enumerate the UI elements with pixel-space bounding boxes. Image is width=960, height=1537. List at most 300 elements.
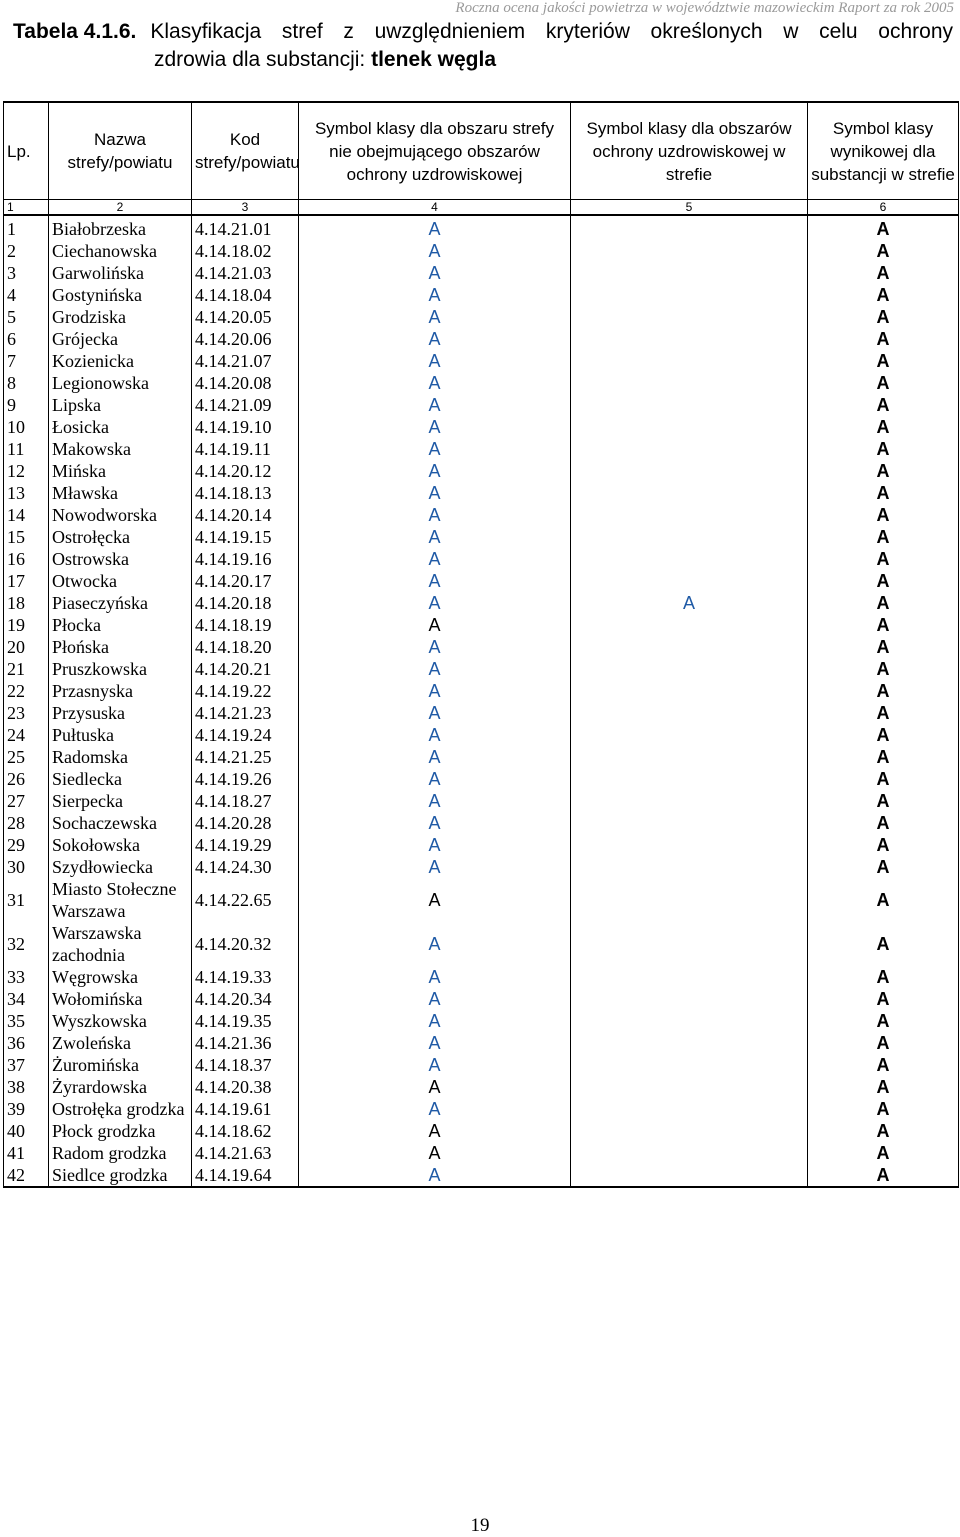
- row-code: 4.14.21.03: [192, 262, 299, 284]
- row-class-spa: [571, 1120, 808, 1142]
- column-number: 2: [49, 200, 192, 216]
- table-row: [4, 1142, 959, 1164]
- table-row: [4, 768, 959, 790]
- table-row: [4, 614, 959, 636]
- column-number-row: [4, 200, 959, 216]
- row-class-non-spa: A: [299, 768, 571, 790]
- row-lp: 25: [4, 746, 49, 768]
- table-row: [4, 372, 959, 394]
- row-class-spa: [571, 504, 808, 526]
- row-lp: 5: [4, 306, 49, 328]
- row-class-result: A: [808, 1032, 959, 1054]
- row-class-spa: [571, 350, 808, 372]
- row-class-non-spa: A: [299, 812, 571, 834]
- row-class-result: A: [808, 834, 959, 856]
- row-class-result: A: [808, 394, 959, 416]
- row-class-result: A: [808, 878, 959, 922]
- row-lp: 31: [4, 878, 49, 922]
- header-class-non-spa: Symbol klasy dla obszaru strefy nie obejmującego obszarów ochrony uzdrowiskowej: [299, 102, 571, 200]
- substance-name: tlenek węgla: [371, 48, 496, 71]
- row-class-spa: [571, 988, 808, 1010]
- row-class-spa: [571, 856, 808, 878]
- row-lp: 6: [4, 328, 49, 350]
- table-row: [4, 240, 959, 262]
- row-lp: 26: [4, 768, 49, 790]
- row-code: 4.14.19.26: [192, 768, 299, 790]
- row-class-spa: [571, 1098, 808, 1120]
- row-code: 4.14.21.07: [192, 350, 299, 372]
- row-class-non-spa: A: [299, 834, 571, 856]
- row-class-result: A: [808, 438, 959, 460]
- row-class-non-spa: A: [299, 1142, 571, 1164]
- row-name: Sochaczewska: [49, 812, 192, 834]
- row-class-result: A: [808, 680, 959, 702]
- row-class-non-spa: A: [299, 482, 571, 504]
- row-class-non-spa: A: [299, 416, 571, 438]
- row-lp: 9: [4, 394, 49, 416]
- row-lp: 37: [4, 1054, 49, 1076]
- table-body: [4, 215, 959, 1187]
- row-code: 4.14.18.04: [192, 284, 299, 306]
- row-lp: 14: [4, 504, 49, 526]
- row-class-spa: [571, 262, 808, 284]
- row-class-non-spa: A: [299, 1076, 571, 1098]
- header-class-spa: Symbol klasy dla obszarów ochrony uzdrowiskowej w strefie: [571, 102, 808, 200]
- row-class-spa: [571, 328, 808, 350]
- row-name: Białobrzeska: [49, 215, 192, 240]
- row-class-non-spa: A: [299, 922, 571, 966]
- row-lp: 3: [4, 262, 49, 284]
- row-lp: 32: [4, 922, 49, 966]
- row-class-non-spa: A: [299, 1010, 571, 1032]
- row-lp: 16: [4, 548, 49, 570]
- row-class-spa: [571, 614, 808, 636]
- row-name: Nowodworska: [49, 504, 192, 526]
- table-row: [4, 988, 959, 1010]
- row-lp: 19: [4, 614, 49, 636]
- row-class-spa: [571, 922, 808, 966]
- row-class-non-spa: A: [299, 350, 571, 372]
- row-name: Lipska: [49, 394, 192, 416]
- row-name: Ostrołęcka: [49, 526, 192, 548]
- row-code: 4.14.21.23: [192, 702, 299, 724]
- row-name: Radomska: [49, 746, 192, 768]
- table-title: Klasyfikacja stref z uwzględnieniem kryteriów określonych w celu ochrony: [150, 20, 953, 43]
- row-code: 4.14.19.33: [192, 966, 299, 988]
- row-lp: 41: [4, 1142, 49, 1164]
- row-lp: 29: [4, 834, 49, 856]
- header-class-result: Symbol klasy wynikowej dla substancji w strefie: [808, 102, 959, 200]
- row-code: 4.14.20.38: [192, 1076, 299, 1098]
- row-lp: 7: [4, 350, 49, 372]
- row-class-non-spa: A: [299, 614, 571, 636]
- row-code: 4.14.22.65: [192, 878, 299, 922]
- table-title-line2: zdrowia dla substancji: tlenek węgla: [154, 48, 496, 71]
- row-class-result: A: [808, 460, 959, 482]
- row-lp: 20: [4, 636, 49, 658]
- table-row: [4, 262, 959, 284]
- row-class-non-spa: A: [299, 790, 571, 812]
- row-lp: 22: [4, 680, 49, 702]
- row-lp: 2: [4, 240, 49, 262]
- row-class-spa: [571, 966, 808, 988]
- row-name: Legionowska: [49, 372, 192, 394]
- row-lp: 23: [4, 702, 49, 724]
- row-class-spa: [571, 790, 808, 812]
- table-row: [4, 922, 959, 966]
- table-row: [4, 284, 959, 306]
- row-class-result: A: [808, 1054, 959, 1076]
- row-class-spa: [571, 1076, 808, 1098]
- row-class-spa: [571, 526, 808, 548]
- row-code: 4.14.19.22: [192, 680, 299, 702]
- table-row: [4, 746, 959, 768]
- row-class-non-spa: A: [299, 570, 571, 592]
- row-name: Piaseczyńska: [49, 592, 192, 614]
- column-number: 6: [808, 200, 959, 216]
- row-lp: 12: [4, 460, 49, 482]
- row-class-result: A: [808, 812, 959, 834]
- row-name: Siedlce grodzka: [49, 1164, 192, 1187]
- row-class-result: A: [808, 636, 959, 658]
- table-row: [4, 724, 959, 746]
- row-class-non-spa: A: [299, 438, 571, 460]
- row-class-spa: A: [571, 592, 808, 614]
- row-class-spa: [571, 680, 808, 702]
- row-name: Ciechanowska: [49, 240, 192, 262]
- row-class-non-spa: A: [299, 262, 571, 284]
- table-row: [4, 658, 959, 680]
- table-row: [4, 570, 959, 592]
- table-row: [4, 636, 959, 658]
- row-class-non-spa: A: [299, 1120, 571, 1142]
- row-name: Mińska: [49, 460, 192, 482]
- row-lp: 27: [4, 790, 49, 812]
- row-class-non-spa: A: [299, 372, 571, 394]
- row-lp: 8: [4, 372, 49, 394]
- row-lp: 33: [4, 966, 49, 988]
- table-row: [4, 460, 959, 482]
- row-class-result: A: [808, 1098, 959, 1120]
- row-class-result: A: [808, 526, 959, 548]
- row-class-spa: [571, 306, 808, 328]
- row-name: Gostynińska: [49, 284, 192, 306]
- row-class-result: A: [808, 416, 959, 438]
- row-code: 4.14.18.27: [192, 790, 299, 812]
- row-class-result: A: [808, 592, 959, 614]
- table-row: [4, 856, 959, 878]
- column-number: 1: [4, 200, 49, 216]
- row-name: Żyrardowska: [49, 1076, 192, 1098]
- row-name: Wyszkowska: [49, 1010, 192, 1032]
- table-row: [4, 1010, 959, 1032]
- table-row: [4, 1164, 959, 1187]
- table-row: [4, 790, 959, 812]
- table-row: [4, 394, 959, 416]
- row-code: 4.14.20.18: [192, 592, 299, 614]
- row-name: Ostrowska: [49, 548, 192, 570]
- row-class-non-spa: A: [299, 1054, 571, 1076]
- row-name: Sokołowska: [49, 834, 192, 856]
- row-name: Łosicka: [49, 416, 192, 438]
- row-class-result: A: [808, 1142, 959, 1164]
- row-class-result: A: [808, 922, 959, 966]
- row-code: 4.14.19.15: [192, 526, 299, 548]
- row-class-spa: [571, 812, 808, 834]
- row-code: 4.14.20.08: [192, 372, 299, 394]
- row-lp: 30: [4, 856, 49, 878]
- row-class-non-spa: A: [299, 548, 571, 570]
- row-code: 4.14.19.35: [192, 1010, 299, 1032]
- row-lp: 34: [4, 988, 49, 1010]
- table-row: [4, 438, 959, 460]
- row-name: Makowska: [49, 438, 192, 460]
- row-name: Płock grodzka: [49, 1120, 192, 1142]
- row-class-result: A: [808, 1076, 959, 1098]
- row-class-spa: [571, 1142, 808, 1164]
- row-code: 4.14.19.61: [192, 1098, 299, 1120]
- row-lp: 17: [4, 570, 49, 592]
- row-name: Otwocka: [49, 570, 192, 592]
- row-lp: 42: [4, 1164, 49, 1187]
- table-row: [4, 215, 959, 240]
- row-code: 4.14.20.06: [192, 328, 299, 350]
- row-code: 4.14.18.19: [192, 614, 299, 636]
- row-code: 4.14.21.25: [192, 746, 299, 768]
- row-name: Garwolińska: [49, 262, 192, 284]
- row-lp: 36: [4, 1032, 49, 1054]
- table-number: Tabela 4.1.6.: [13, 20, 137, 43]
- row-class-non-spa: A: [299, 284, 571, 306]
- row-class-non-spa: A: [299, 592, 571, 614]
- table-row: [4, 702, 959, 724]
- row-code: 4.14.21.63: [192, 1142, 299, 1164]
- row-name: Sierpecka: [49, 790, 192, 812]
- row-class-non-spa: A: [299, 1164, 571, 1187]
- row-name: Płocka: [49, 614, 192, 636]
- row-lp: 40: [4, 1120, 49, 1142]
- row-code: 4.14.20.14: [192, 504, 299, 526]
- row-name: Żuromińska: [49, 1054, 192, 1076]
- row-class-result: A: [808, 702, 959, 724]
- table-row: [4, 1076, 959, 1098]
- row-class-result: A: [808, 328, 959, 350]
- row-lp: 13: [4, 482, 49, 504]
- table-row: [4, 526, 959, 548]
- row-name: Siedlecka: [49, 768, 192, 790]
- row-class-result: A: [808, 614, 959, 636]
- row-class-spa: [571, 1164, 808, 1187]
- row-code: 4.14.20.28: [192, 812, 299, 834]
- table-row: [4, 1120, 959, 1142]
- row-lp: 10: [4, 416, 49, 438]
- row-name: Pułtuska: [49, 724, 192, 746]
- row-class-result: A: [808, 658, 959, 680]
- row-class-spa: [571, 416, 808, 438]
- row-lp: 38: [4, 1076, 49, 1098]
- row-class-result: A: [808, 548, 959, 570]
- row-class-result: A: [808, 262, 959, 284]
- row-class-spa: [571, 240, 808, 262]
- row-class-spa: [571, 636, 808, 658]
- row-class-result: A: [808, 504, 959, 526]
- row-class-spa: [571, 570, 808, 592]
- row-class-spa: [571, 438, 808, 460]
- row-name: Wołomińska: [49, 988, 192, 1010]
- row-class-spa: [571, 702, 808, 724]
- row-class-result: A: [808, 350, 959, 372]
- column-number: 5: [571, 200, 808, 216]
- row-class-non-spa: A: [299, 724, 571, 746]
- row-code: 4.14.20.12: [192, 460, 299, 482]
- row-code: 4.14.18.13: [192, 482, 299, 504]
- row-class-non-spa: A: [299, 240, 571, 262]
- running-header: Roczna ocena jakości powietrza w województwie mazowieckim Raport za rok 2005: [455, 0, 954, 16]
- table-row: [4, 1032, 959, 1054]
- row-name: Radom grodzka: [49, 1142, 192, 1164]
- row-class-spa: [571, 1054, 808, 1076]
- table-row: [4, 416, 959, 438]
- row-code: 4.14.21.36: [192, 1032, 299, 1054]
- header-lp: Lp.: [4, 102, 49, 200]
- table-row: [4, 1098, 959, 1120]
- row-class-result: A: [808, 482, 959, 504]
- row-name: Ostrołęka grodzka: [49, 1098, 192, 1120]
- row-class-non-spa: A: [299, 658, 571, 680]
- row-name: Mławska: [49, 482, 192, 504]
- column-number: 4: [299, 200, 571, 216]
- row-class-spa: [571, 724, 808, 746]
- row-code: 4.14.19.29: [192, 834, 299, 856]
- row-code: 4.14.19.16: [192, 548, 299, 570]
- row-class-result: A: [808, 988, 959, 1010]
- row-class-non-spa: A: [299, 878, 571, 922]
- row-name: Płońska: [49, 636, 192, 658]
- row-class-non-spa: A: [299, 306, 571, 328]
- row-lp: 28: [4, 812, 49, 834]
- row-name: Przysuska: [49, 702, 192, 724]
- row-class-result: A: [808, 856, 959, 878]
- table-row: [4, 680, 959, 702]
- row-class-spa: [571, 768, 808, 790]
- table-row: [4, 306, 959, 328]
- row-class-spa: [571, 746, 808, 768]
- table-row: [4, 504, 959, 526]
- table-row: [4, 812, 959, 834]
- row-class-result: A: [808, 790, 959, 812]
- row-class-non-spa: A: [299, 504, 571, 526]
- row-lp: 18: [4, 592, 49, 614]
- table-caption: [13, 18, 953, 74]
- row-class-spa: [571, 284, 808, 306]
- row-class-spa: [571, 1010, 808, 1032]
- row-name: Grójecka: [49, 328, 192, 350]
- row-name: Przasnyska: [49, 680, 192, 702]
- row-code: 4.14.20.05: [192, 306, 299, 328]
- zone-classification-table: [3, 101, 959, 1188]
- row-name: Pruszkowska: [49, 658, 192, 680]
- row-class-non-spa: A: [299, 1032, 571, 1054]
- row-code: 4.14.18.02: [192, 240, 299, 262]
- row-class-spa: [571, 394, 808, 416]
- row-class-non-spa: A: [299, 966, 571, 988]
- row-class-non-spa: A: [299, 394, 571, 416]
- row-name: Warszawska zachodnia: [49, 922, 192, 966]
- row-class-result: A: [808, 768, 959, 790]
- row-class-spa: [571, 834, 808, 856]
- row-name: Węgrowska: [49, 966, 192, 988]
- row-code: 4.14.19.24: [192, 724, 299, 746]
- row-code: 4.14.20.34: [192, 988, 299, 1010]
- row-name: Grodziska: [49, 306, 192, 328]
- row-code: 4.14.21.01: [192, 215, 299, 240]
- row-lp: 39: [4, 1098, 49, 1120]
- row-lp: 15: [4, 526, 49, 548]
- table-row: [4, 482, 959, 504]
- row-name: Zwoleńska: [49, 1032, 192, 1054]
- row-class-spa: [571, 1032, 808, 1054]
- row-code: 4.14.18.62: [192, 1120, 299, 1142]
- row-code: 4.14.21.09: [192, 394, 299, 416]
- row-class-non-spa: A: [299, 702, 571, 724]
- page-number: 19: [470, 1515, 490, 1536]
- table-row: [4, 834, 959, 856]
- row-class-non-spa: A: [299, 680, 571, 702]
- row-code: 4.14.24.30: [192, 856, 299, 878]
- row-class-result: A: [808, 570, 959, 592]
- row-name: Kozienicka: [49, 350, 192, 372]
- row-class-result: A: [808, 966, 959, 988]
- row-class-non-spa: A: [299, 1098, 571, 1120]
- row-class-result: A: [808, 1164, 959, 1187]
- row-class-spa: [571, 878, 808, 922]
- table-row: [4, 328, 959, 350]
- row-code: 4.14.18.20: [192, 636, 299, 658]
- row-code: 4.14.19.64: [192, 1164, 299, 1187]
- row-class-result: A: [808, 746, 959, 768]
- table-header-row: [4, 102, 959, 200]
- row-lp: 11: [4, 438, 49, 460]
- table-row: [4, 878, 959, 922]
- row-name: Miasto Stołeczne Warszawa: [49, 878, 192, 922]
- row-class-non-spa: A: [299, 215, 571, 240]
- row-class-non-spa: A: [299, 460, 571, 482]
- row-class-result: A: [808, 372, 959, 394]
- row-code: 4.14.18.37: [192, 1054, 299, 1076]
- row-code: 4.14.20.17: [192, 570, 299, 592]
- row-code: 4.14.20.32: [192, 922, 299, 966]
- table-row: [4, 592, 959, 614]
- header-name: Nazwa strefy/powiatu: [49, 102, 192, 200]
- row-class-spa: [571, 548, 808, 570]
- row-class-result: A: [808, 306, 959, 328]
- row-class-spa: [571, 482, 808, 504]
- row-class-spa: [571, 658, 808, 680]
- row-code: 4.14.19.11: [192, 438, 299, 460]
- row-class-non-spa: A: [299, 856, 571, 878]
- row-class-result: A: [808, 724, 959, 746]
- table-row: [4, 1054, 959, 1076]
- row-class-non-spa: A: [299, 526, 571, 548]
- row-code: 4.14.20.21: [192, 658, 299, 680]
- row-class-result: A: [808, 1120, 959, 1142]
- row-class-result: A: [808, 284, 959, 306]
- table-row: [4, 548, 959, 570]
- table-row: [4, 966, 959, 988]
- row-class-spa: [571, 460, 808, 482]
- header-code: Kod strefy/powiatu: [192, 102, 299, 200]
- row-lp: 35: [4, 1010, 49, 1032]
